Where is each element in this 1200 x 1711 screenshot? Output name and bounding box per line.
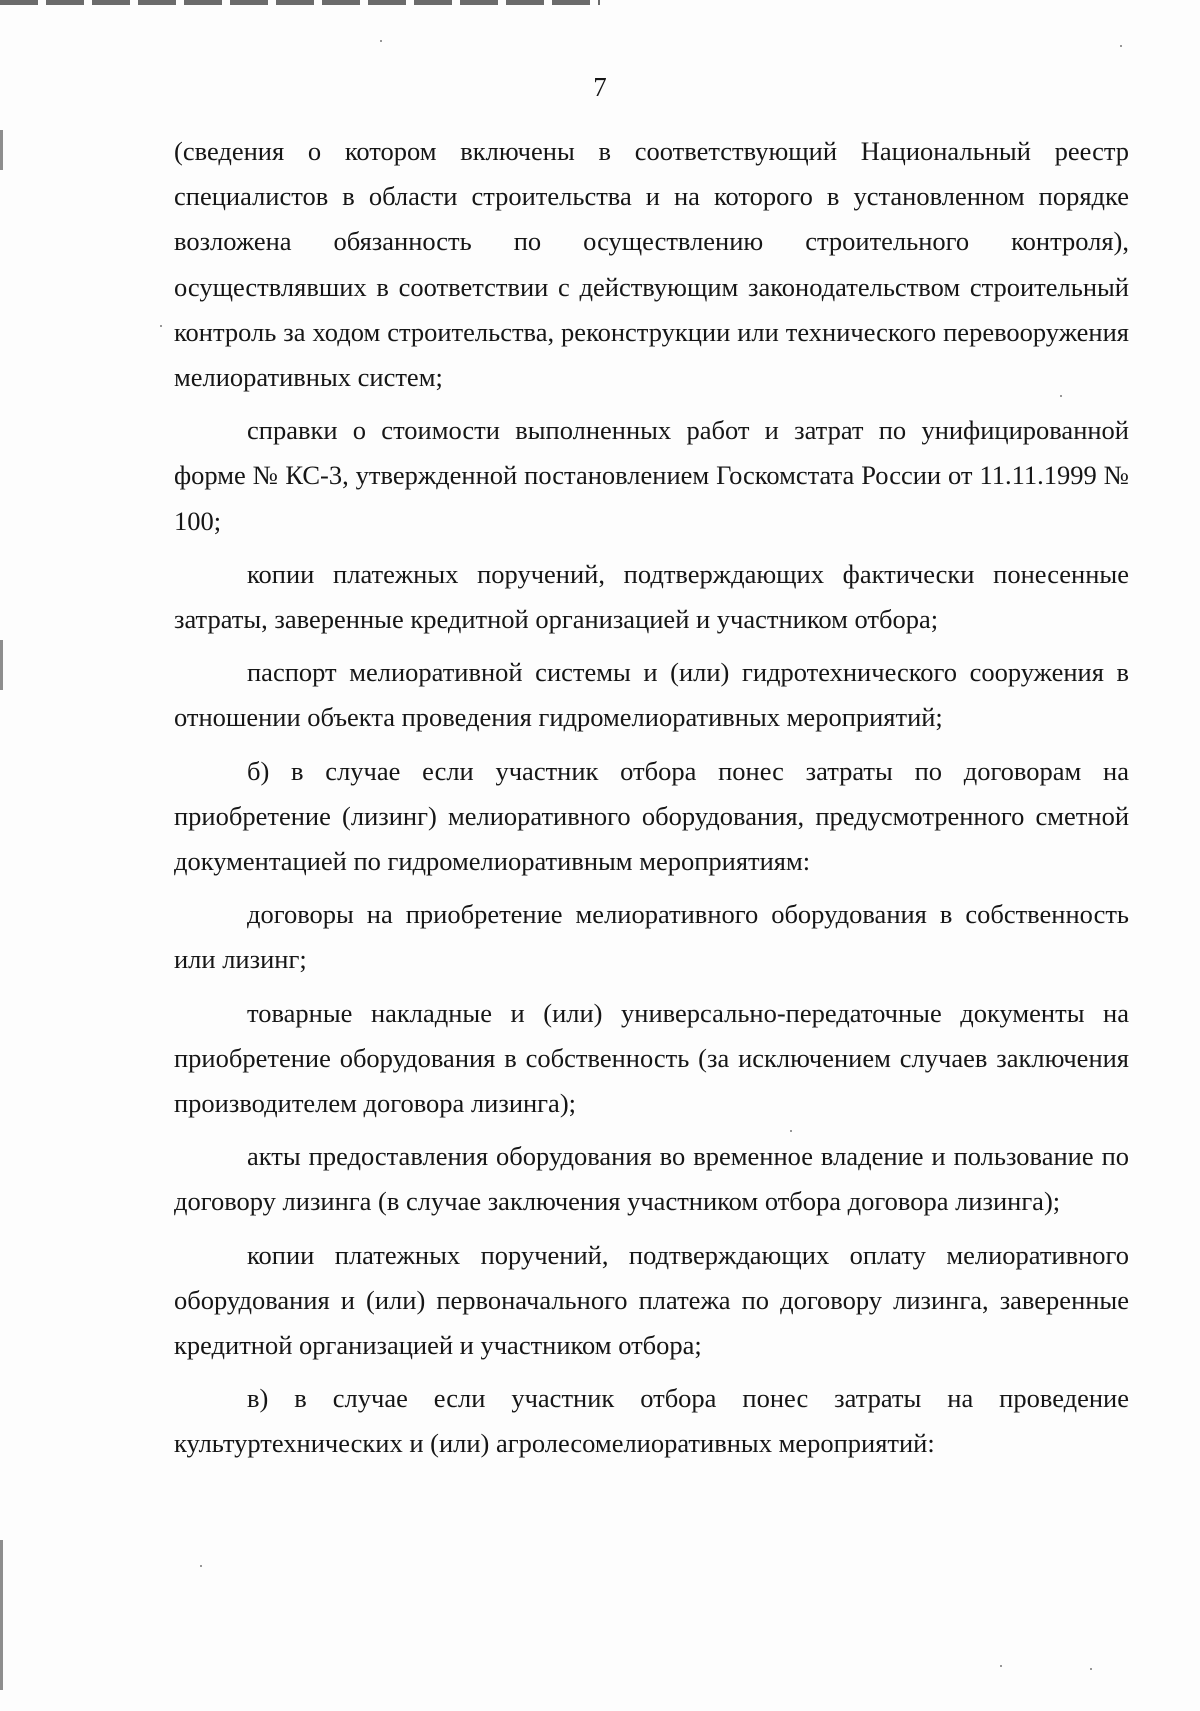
scan-speck bbox=[1120, 45, 1122, 47]
scan-speck bbox=[1090, 1668, 1092, 1670]
paragraph: в) в случае если участник отбора понес затраты на проведение культуртехнических и (или) агролесомелиоративных мероприятий: bbox=[174, 1383, 1129, 1459]
scan-speck bbox=[160, 325, 162, 327]
paragraph: (сведения о котором включены в соответствующий Национальный реестр специалистов в области строительства и на которого в установленном порядке возложена обязанность по осуществлению строительного контроля), осуществлявших в соответствии с действующим законодательством строительный контроль за ходом строительства, реконструкции или технического перевооружения мелиоративных систем; bbox=[174, 136, 1129, 393]
scan-speck bbox=[1000, 1665, 1002, 1667]
scan-speck bbox=[380, 40, 382, 42]
paragraph: копии платежных поручений, подтверждающих фактически понесенные затраты, заверенные кредитной организацией и участником отбора; bbox=[174, 558, 1129, 635]
scan-speck bbox=[200, 1565, 202, 1567]
scan-top-edge bbox=[0, 0, 600, 5]
paragraph: паспорт мелиоративной системы и (или) гидротехнического сооружения в отношении объекта проведения гидромелиоративных мероприятий; bbox=[174, 657, 1129, 733]
paragraph: б) в случае если участник отбора понес затраты по договорам на приобретение (лизинг) мелиоративного оборудования, предусмотренного сметной документацией по гидромелиоративным мероприятиям: bbox=[174, 755, 1129, 877]
paragraph: копии платежных поручений, подтверждающих оплату мелиоративного оборудования и (или) первоначального платежа по договору лизинга, заверенные кредитной организацией и участником отбора; bbox=[174, 1239, 1129, 1361]
paragraph: договоры на приобретение мелиоративного оборудования в собственность или лизинг; bbox=[174, 899, 1129, 975]
scan-left-edge bbox=[0, 1540, 3, 1690]
scan-left-edge bbox=[0, 130, 3, 170]
paragraph: акты предоставления оборудования во временное владение и пользование по договору лизинга (в случае заключения участником отбора договора лизинга); bbox=[174, 1141, 1129, 1217]
document-body bbox=[174, 129, 1129, 1467]
scan-left-edge bbox=[0, 640, 3, 690]
page-number: 7 bbox=[593, 72, 607, 102]
paragraph: товарные накладные и (или) универсально-передаточные документы на приобретение оборудования в собственность (за исключением случаев заключения производителем договора лизинга); bbox=[174, 997, 1129, 1119]
paragraph: справки о стоимости выполненных работ и затрат по унифицированной форме № КС-3, утвержденной постановлением Госкомстата России от 11.11.1999 № 100; bbox=[174, 415, 1129, 536]
